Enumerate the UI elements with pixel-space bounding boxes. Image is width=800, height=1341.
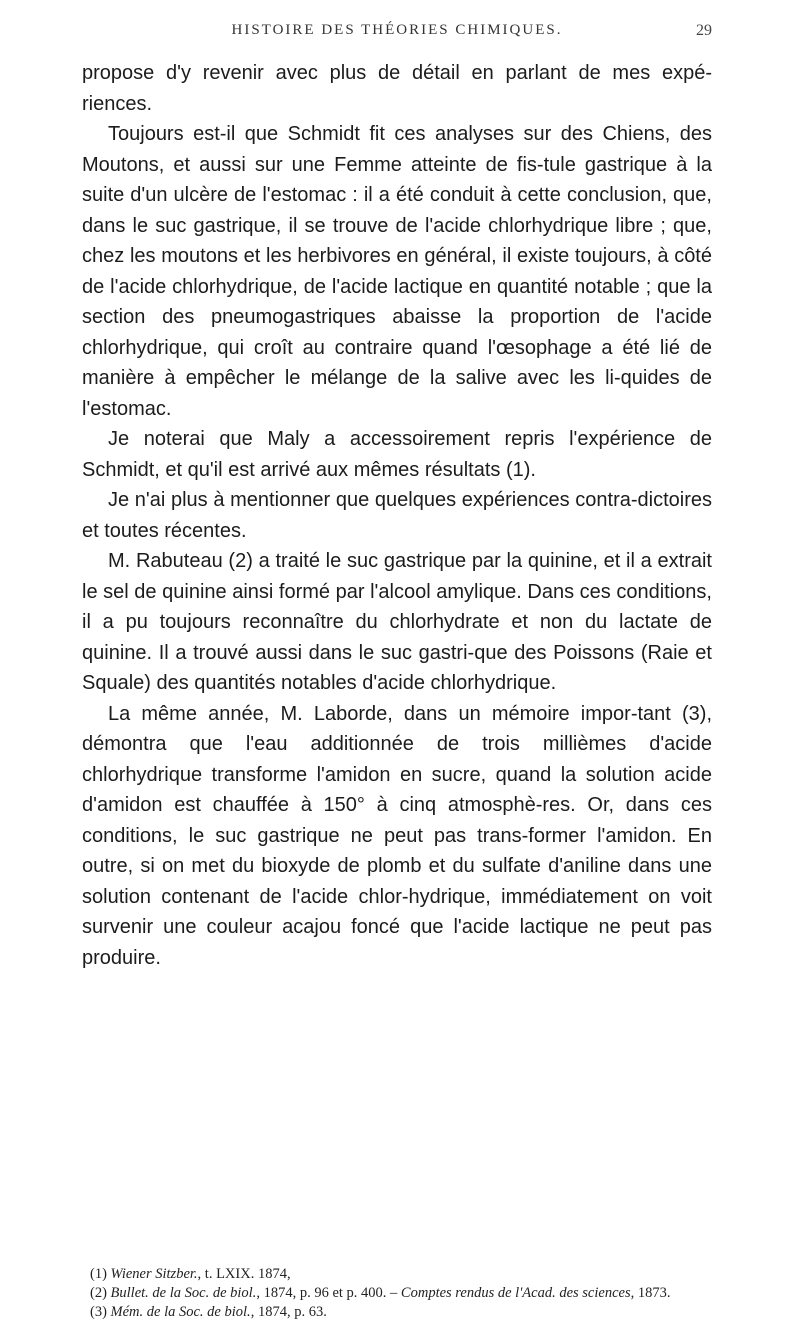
footnote-2-details-2: , 1873.: [630, 1285, 671, 1301]
page-header: [82, 22, 712, 50]
page-number: 29: [696, 22, 712, 39]
footnote-2: [82, 1284, 712, 1303]
footnote-3-source: Mém. de la Soc. de biol.: [110, 1304, 251, 1320]
footnote-1-source: Wiener Sitzber.: [110, 1266, 198, 1282]
footnote-3-number: (3): [90, 1304, 107, 1320]
paragraph-continued: propose d'y revenir avec plus de détail en parlant de mes expé-riences.: [82, 62, 712, 115]
footnote-1: [82, 1265, 712, 1284]
footnote-1-number: (1): [90, 1266, 107, 1282]
paragraph-rabuteau: M. Rabuteau (2) a traité le suc gastrique par la quinine, et il a extrait le sel de quinine ainsi formé par l'alcool amylique. Dans ces conditions, il a pu toujours reconnaître du chlorhydrate et non du lactate de quinine. Il a trouvé aussi dans le suc gastri-que des Poissons (Raie et Squale) des quantités notables d'acide chlorhydrique.: [82, 550, 712, 694]
footnote-2-source: Bullet. de la Soc. de biol.: [110, 1285, 257, 1301]
body-text: [82, 58, 712, 973]
running-title: HISTOIRE DES THÉORIES CHIMIQUES.: [231, 22, 563, 38]
footnote-1-details: , t. LXIX. 1874,: [197, 1266, 291, 1282]
paragraph-contradictory: Je n'ai plus à mentionner que quelques expériences contra-dictoires et toutes récentes.: [82, 489, 712, 542]
paragraph-laborde: La même année, M. Laborde, dans un mémoire impor-tant (3), démontra que l'eau additionnée de trois millièmes d'acide chlorhydrique transforme l'amidon en sucre, quand la solution acide d'amidon est chauffée à 150° à cinq atmosphè-res. Or, dans ces conditions, le suc gastrique ne peut pas trans-former l'amidon. En outre, si on met du bioxyde de plomb et du sulfate d'aniline dans une solution contenant de l'acide chlor-hydrique, immédiatement on voit survenir une couleur acajou foncé que l'acide lactique ne peut pas produire.: [82, 702, 712, 969]
footnote-2-source-2: Comptes rendus de l'Acad. des sciences: [400, 1285, 631, 1301]
paragraph-schmidt: Toujours est-il que Schmidt fit ces analyses sur des Chiens, des Moutons, et aussi sur une Femme atteinte de fis-tule gastrique à la suite d'un ulcère de l'estomac : il a été conduit à cette conclusion, que, dans le suc gastrique, il se trouve de l'acide chlorhydrique libre ; que, chez les moutons et les herbivores en général, il existe toujours, à côté de l'acide chlorhydrique, de l'acide lactique en quantité notable ; que la section des pneumogastriques abaisse la proportion de l'acide chlorhydrique, qui croît au contraire quand l'œsophage a été lié de manière à empêcher le mélange de la salive avec les li-quides de l'estomac.: [82, 123, 712, 420]
footnote-2-number: (2): [90, 1285, 107, 1301]
footnote-3-details: , 1874, p. 63.: [250, 1304, 327, 1320]
footnote-3: [82, 1303, 712, 1322]
book-page: [82, 0, 712, 1341]
paragraph-maly: Je noterai que Maly a accessoirement repris l'expérience de Schmidt, et qu'il est arrivé aux mêmes résultats (1).: [82, 428, 712, 481]
footnotes: [82, 1265, 712, 1322]
footnote-2-details: , 1874, p. 96 et p. 400. –: [256, 1285, 398, 1301]
